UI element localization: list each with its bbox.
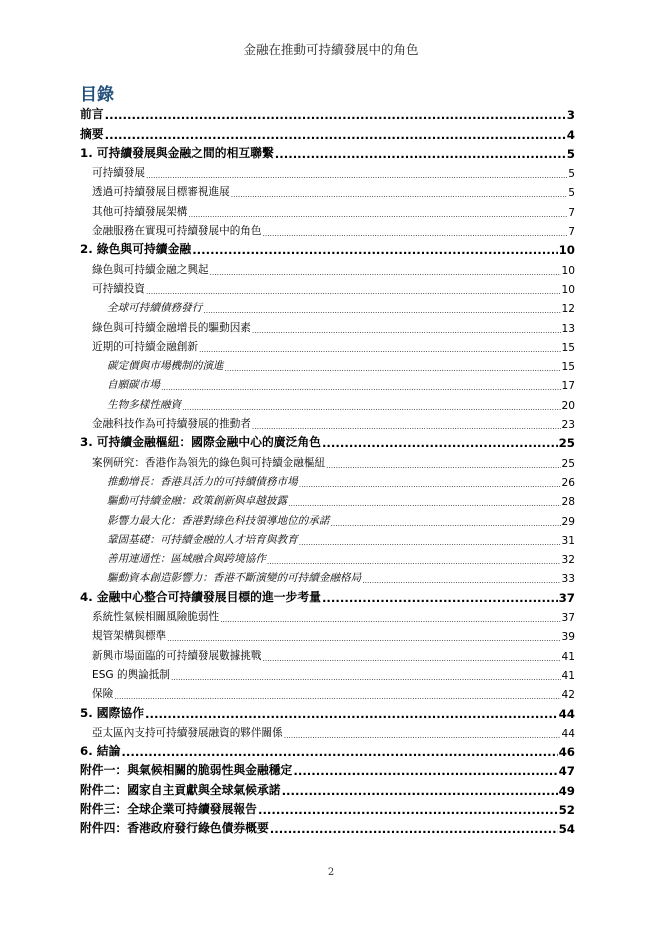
dot-leader [326, 461, 560, 470]
toc-entry[interactable] [80, 663, 575, 682]
dot-leader [322, 591, 558, 605]
dot-leader [270, 822, 558, 836]
toc-entry[interactable] [80, 547, 575, 566]
dot-leader [220, 615, 560, 624]
toc-entry[interactable] [80, 103, 575, 122]
toc-entry[interactable] [80, 508, 575, 527]
toc-entry[interactable] [80, 142, 575, 161]
toc-entry-page: 52 [558, 802, 575, 817]
toc-entry-title: 其他可持續發展架構 [92, 205, 188, 218]
toc-entry[interactable] [80, 682, 575, 701]
toc-entry[interactable] [80, 450, 575, 469]
dot-leader [167, 634, 560, 643]
toc-entry[interactable] [80, 643, 575, 662]
toc-entry[interactable] [80, 759, 575, 778]
toc-entry-title: 鞏固基礎：可持續金融的人才培育與教育 [107, 533, 298, 546]
toc-entry-title: 規管架構與標準 [92, 630, 167, 643]
toc-entry[interactable] [80, 257, 575, 276]
toc-entry-title: 自願碳市場 [107, 379, 160, 392]
toc-entry-title: ESG 的輿論抵制 [92, 668, 170, 681]
toc-entry[interactable] [80, 701, 575, 720]
dot-leader [284, 731, 561, 740]
dot-leader [203, 306, 560, 315]
toc-entry[interactable] [80, 373, 575, 392]
toc-entry-title: 2. 綠色與可持續金融 [80, 242, 192, 257]
toc-entry-page: 44 [558, 706, 575, 721]
toc-entry-page: 47 [558, 764, 575, 779]
toc-entry[interactable] [80, 122, 575, 141]
dot-leader [275, 147, 566, 161]
toc-entry-page: 49 [558, 783, 575, 798]
toc-entry-title: 附件二：國家自主貢獻與全球氣候承諾 [80, 782, 281, 797]
toc-entry-page: 4 [566, 127, 575, 142]
toc-entry-title: 驅動可持續金融：政策創新與卓越披露 [107, 495, 288, 508]
toc-entry-page: 7 [568, 226, 575, 239]
dot-leader [252, 326, 561, 335]
toc-entry-title: 近期的可持續金融創新 [92, 340, 198, 353]
dot-leader [146, 287, 561, 296]
toc-entry-title: 6. 結論 [80, 744, 121, 759]
table-of-contents [80, 103, 575, 836]
toc-entry-page: 10 [561, 283, 575, 296]
toc-entry-page: 15 [561, 341, 575, 354]
toc-entry-title: 5. 國際協作 [80, 705, 144, 720]
toc-entry-page: 42 [561, 689, 575, 702]
toc-entry-page: 54 [558, 822, 575, 837]
toc-entry-page: 46 [558, 745, 575, 760]
toc-entry-page: 17 [561, 380, 575, 393]
dot-leader [192, 243, 557, 257]
toc-entry-page: 23 [561, 419, 575, 432]
dot-leader [145, 707, 558, 721]
toc-entry[interactable] [80, 296, 575, 315]
toc-entry[interactable] [80, 624, 575, 643]
toc-entry-page: 25 [561, 457, 575, 470]
dot-leader [146, 171, 567, 180]
toc-entry[interactable] [80, 219, 575, 238]
toc-entry[interactable] [80, 161, 575, 180]
toc-entry-page: 10 [558, 243, 575, 258]
toc-entry-title: 1. 可持續發展與金融之間的相互聯繫 [80, 145, 274, 160]
dot-leader [330, 519, 560, 528]
toc-entry-title: 善用連通性：區域融合與跨境協作 [107, 553, 266, 566]
toc-entry[interactable] [80, 721, 575, 740]
dot-leader [188, 210, 567, 219]
dot-leader [299, 480, 561, 489]
dot-leader [282, 784, 558, 798]
dot-leader [171, 673, 561, 682]
toc-entry-page: 5 [568, 187, 575, 200]
dot-leader [231, 190, 568, 199]
toc-entry-title: 生物多樣性融資 [107, 398, 182, 411]
toc-entry[interactable] [80, 199, 575, 218]
toc-entry-page: 10 [561, 264, 575, 277]
toc-entry-page: 12 [561, 303, 575, 316]
dot-leader [161, 383, 561, 392]
dot-leader [263, 654, 561, 663]
toc-entry-title: 3. 可持續金融樞紐：國際金融中心的廣泛角色 [80, 435, 321, 450]
toc-entry-page: 41 [561, 650, 575, 663]
toc-entry-page: 20 [561, 399, 575, 412]
toc-entry-page: 7 [568, 206, 575, 219]
dot-leader [121, 745, 557, 759]
toc-entry-title: 金融服務在實現可持續發展中的角色 [92, 225, 262, 238]
toc-entry-title: 附件三：全球企業可持續發展報告 [80, 801, 257, 816]
toc-entry-page: 15 [561, 361, 575, 374]
toc-entry[interactable] [80, 238, 575, 257]
toc-entry-page: 3 [566, 108, 575, 123]
toc-entry-title: 綠色與可持續金融之興起 [92, 263, 209, 276]
toc-entry[interactable] [80, 778, 575, 797]
toc-entry[interactable] [80, 335, 575, 354]
dot-leader [210, 268, 561, 277]
dot-leader [199, 345, 561, 354]
toc-entry-title: 案例研究：香港作為領先的綠色與可持續金融樞紐 [92, 456, 326, 469]
toc-entry-page: 28 [561, 496, 575, 509]
toc-entry-page: 13 [561, 322, 575, 335]
toc-title: 目錄 [80, 85, 114, 105]
toc-entry[interactable] [80, 566, 575, 585]
toc-entry-title: 碳定價與市場機制的演進 [107, 360, 224, 373]
dot-leader [182, 403, 560, 412]
dot-leader [225, 364, 561, 373]
toc-entry[interactable] [80, 431, 575, 450]
toc-entry[interactable] [80, 277, 575, 296]
toc-entry-page: 5 [568, 168, 575, 181]
dot-leader [105, 128, 566, 142]
toc-entry[interactable] [80, 798, 575, 817]
toc-entry-title: 金融科技作為可持續發展的推動者 [92, 418, 251, 431]
toc-entry-title: 推動增長：香港具活力的可持續債務市場 [107, 475, 298, 488]
toc-entry-title: 附件一：與氣候相關的脆弱性與金融穩定 [80, 763, 293, 778]
toc-entry[interactable] [80, 489, 575, 508]
toc-entry[interactable] [80, 392, 575, 411]
dot-leader [299, 538, 561, 547]
toc-entry-page: 29 [561, 515, 575, 528]
page-number: 2 [327, 867, 335, 878]
toc-entry-page: 41 [561, 669, 575, 682]
dot-leader [252, 422, 561, 431]
toc-entry[interactable] [80, 180, 575, 199]
dot-leader [258, 803, 558, 817]
toc-entry[interactable] [80, 354, 575, 373]
toc-entry-title: 新興市場面臨的可持續發展數據挑戰 [92, 649, 262, 662]
toc-entry-title: 4. 金融中心整合可持續發展目標的進一步考量 [80, 589, 321, 604]
toc-entry-title: 影響力最大化：香港對綠色科技領導地位的承諾 [107, 514, 330, 527]
toc-entry-title: 可持續發展 [92, 167, 145, 180]
toc-entry-page: 32 [561, 554, 575, 567]
toc-entry[interactable] [80, 817, 575, 836]
toc-entry[interactable] [80, 470, 575, 489]
toc-entry-title: 驅動資本創造影響力：香港不斷演變的可持續金融格局 [107, 572, 362, 585]
toc-entry-page: 33 [561, 573, 575, 586]
toc-entry-page: 37 [561, 612, 575, 625]
toc-entry[interactable] [80, 315, 575, 334]
toc-entry-title: 透過可持續發展目標審視進展 [92, 186, 230, 199]
dot-leader [267, 557, 561, 566]
toc-entry-title: 全球可持續債務發行 [107, 302, 203, 315]
toc-entry[interactable] [80, 528, 575, 547]
dot-leader [293, 764, 557, 778]
toc-entry-page: 37 [558, 590, 575, 605]
toc-entry-title: 前言 [80, 107, 104, 122]
dot-leader [322, 436, 558, 450]
toc-entry[interactable] [80, 585, 575, 604]
toc-entry-page: 31 [561, 534, 575, 547]
toc-entry-page: 5 [566, 146, 575, 161]
toc-entry[interactable] [80, 605, 575, 624]
toc-entry-title: 摘要 [80, 126, 104, 141]
toc-entry-title: 可持續投資 [92, 282, 145, 295]
toc-entry[interactable] [80, 412, 575, 431]
dot-leader [362, 576, 560, 585]
toc-entry-title: 系統性氣候相關風險脆弱性 [92, 611, 220, 624]
toc-entry-page: 44 [561, 727, 575, 740]
dot-leader [105, 108, 566, 122]
toc-entry-page: 25 [558, 436, 575, 451]
dot-leader [114, 692, 560, 701]
toc-entry-title: 綠色與可持續金融增長的驅動因素 [92, 321, 251, 334]
toc-entry-title: 保險 [92, 688, 114, 701]
dot-leader [263, 229, 568, 238]
toc-entry-page: 39 [561, 631, 575, 644]
toc-entry-title: 亞太區內支持可持續發展融資的夥伴關係 [92, 726, 283, 739]
toc-entry-page: 26 [561, 476, 575, 489]
toc-entry[interactable] [80, 740, 575, 759]
toc-entry-title: 附件四：香港政府發行綠色債券概要 [80, 821, 269, 836]
running-header: 金融在推動可持續發展中的角色 [243, 42, 419, 57]
dot-leader [288, 499, 560, 508]
